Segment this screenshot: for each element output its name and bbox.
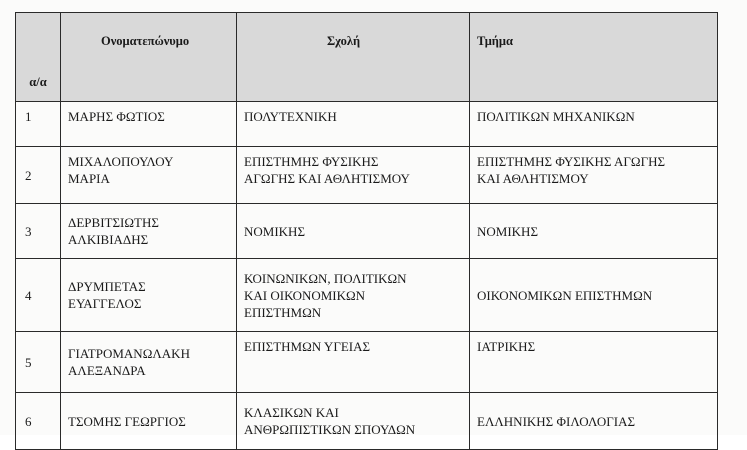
row-number: 5 <box>16 332 61 393</box>
student-name: ΔΡΥΜΠΕΤΑΣ ΕΥΑΓΓΕΛΟΣ <box>61 259 237 332</box>
department-name: ΕΠΙΣΤΗΜΗΣ ΦΥΣΙΚΗΣ ΑΓΩΓΗΣ ΚΑΙ ΑΘΛΗΤΙΣΜΟΥ <box>470 147 718 204</box>
student-name: ΜΑΡΗΣ ΦΩΤΙΟΣ <box>61 102 237 147</box>
table-row <box>16 102 718 147</box>
department-name: ΝΟΜΙΚΗΣ <box>470 204 718 259</box>
row-number: 6 <box>16 393 61 450</box>
school-name: ΕΠΙΣΤΗΜΗΣ ΦΥΣΙΚΗΣ ΑΓΩΓΗΣ ΚΑΙ ΑΘΛΗΤΙΣΜΟΥ <box>237 147 470 204</box>
school-name: ΚΛΑΣΙΚΩΝ ΚΑΙ ΑΝΘΡΩΠΙΣΤΙΚΩΝ ΣΠΟΥΔΩΝ <box>237 393 470 450</box>
student-name: ΤΣΟΜΗΣ ΓΕΩΡΓΙΟΣ <box>61 393 237 450</box>
header-name: Ονοματεπώνυμο <box>61 13 237 102</box>
school-name: ΝΟΜΙΚΗΣ <box>237 204 470 259</box>
student-name: ΔΕΡΒΙΤΣΙΩΤΗΣ ΑΛΚΙΒΙΑΔΗΣ <box>61 204 237 259</box>
header-number: α/α <box>16 13 61 102</box>
row-number: 3 <box>16 204 61 259</box>
header-school: Σχολή <box>237 13 470 102</box>
school-name: ΚΟΙΝΩΝΙΚΩΝ, ΠΟΛΙΤΙΚΩΝ ΚΑΙ ΟΙΚΟΝΟΜΙΚΩΝ ΕΠΙΣΤΗΜΩΝ <box>237 259 470 332</box>
department-name: ΙΑΤΡΙΚΗΣ <box>470 332 718 393</box>
students-table <box>15 12 718 450</box>
department-name: ΠΟΛΙΤΙΚΩΝ ΜΗΧΑΝΙΚΩΝ <box>470 102 718 147</box>
table-row <box>16 147 718 204</box>
student-name: ΓΙΑΤΡΟΜΑΝΩΛΑΚΗ ΑΛΕΞΑΝΔΡΑ <box>61 332 237 393</box>
row-number: 4 <box>16 259 61 332</box>
table-row <box>16 332 718 393</box>
header-row <box>16 13 718 102</box>
table-row <box>16 393 718 450</box>
school-name: ΕΠΙΣΤΗΜΩΝ ΥΓΕΙΑΣ <box>237 332 470 393</box>
department-name: ΟΙΚΟΝΟΜΙΚΩΝ ΕΠΙΣΤΗΜΩΝ <box>470 259 718 332</box>
row-number: 1 <box>16 102 61 147</box>
table-row <box>16 259 718 332</box>
header-department: Τμήμα <box>470 13 718 102</box>
table-row <box>16 204 718 259</box>
department-name: ΕΛΛΗΝΙΚΗΣ ΦΙΛΟΛΟΓΙΑΣ <box>470 393 718 450</box>
table-header <box>16 13 718 102</box>
row-number: 2 <box>16 147 61 204</box>
table-body <box>16 102 718 450</box>
school-name: ΠΟΛΥΤΕΧΝΙΚΗ <box>237 102 470 147</box>
student-name: ΜΙΧΑΛΟΠΟΥΛΟΥ ΜΑΡΙΑ <box>61 147 237 204</box>
